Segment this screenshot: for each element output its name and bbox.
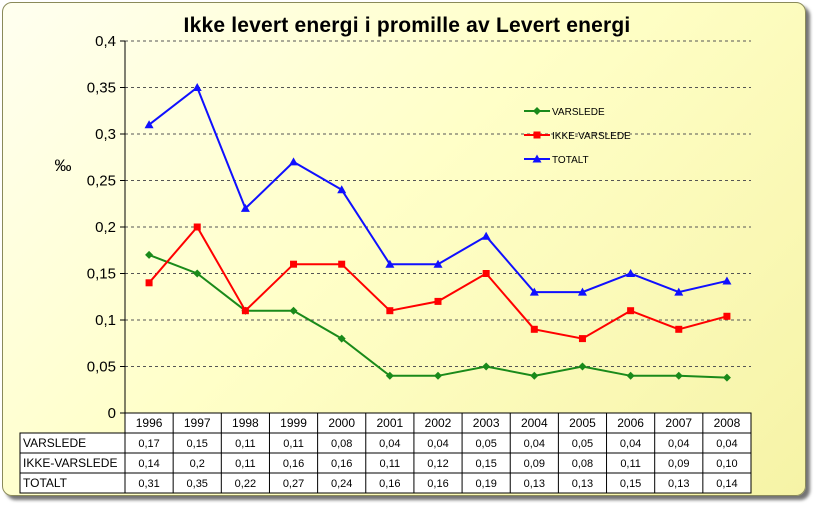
x-category-label: 2000 (328, 416, 356, 430)
table-cell: 0,15 (186, 438, 208, 450)
table-cell: 0,08 (571, 458, 594, 470)
data-point (530, 372, 538, 380)
table-cell: 0,17 (138, 438, 160, 450)
data-point (435, 298, 442, 305)
table-cell: 0,11 (283, 438, 304, 450)
x-category-label: 1996 (135, 416, 163, 430)
table-cell: 0,04 (668, 438, 690, 450)
table-cell: 0,05 (571, 438, 594, 450)
y-tick-label: 0 (107, 405, 116, 422)
x-category-label: 2007 (665, 416, 693, 430)
table-cell: 0,09 (523, 458, 546, 470)
data-point (722, 276, 731, 284)
table-cell: 0,09 (668, 458, 690, 470)
y-tick-label: 0,15 (86, 265, 116, 283)
table-cell: 0,16 (427, 478, 449, 490)
data-point (533, 107, 541, 115)
chart-title: Ikke levert energi i promille av Levert energi (183, 14, 631, 37)
table-cell: 0,13 (668, 478, 690, 490)
data-point (146, 279, 153, 286)
data-point (145, 251, 153, 259)
table-cell: 0,16 (330, 458, 353, 470)
table-cell: 0,31 (138, 478, 160, 490)
data-point (434, 372, 442, 380)
table-cell: 0,14 (716, 478, 738, 490)
data-point (627, 307, 634, 314)
table-cell: 0,16 (282, 458, 305, 470)
data-point (534, 132, 541, 139)
x-category-label: 2002 (424, 416, 452, 430)
table-cell: 0,35 (186, 478, 208, 490)
table-cell: 0,08 (330, 438, 353, 450)
y-tick-label: 0,2 (95, 219, 116, 236)
table-cell: 0,13 (523, 478, 546, 490)
data-point (675, 372, 683, 380)
table-cell: 0,16 (379, 478, 401, 490)
table-cell: 0,11 (235, 438, 256, 450)
y-tick-label: 0,25 (86, 172, 116, 190)
data-point (483, 270, 490, 277)
data-point (723, 374, 731, 382)
table-row-label: IKKE-VARSLEDE (23, 456, 118, 470)
table-cell: 0,11 (235, 458, 256, 470)
data-point (482, 363, 490, 371)
table-cell: 0,13 (571, 478, 594, 490)
series-line (149, 227, 727, 339)
data-point (531, 326, 538, 333)
x-category-label: 2004 (520, 416, 548, 430)
table-cell: 0,22 (234, 478, 257, 490)
data-point (338, 261, 345, 268)
y-tick-label: 0,35 (86, 79, 116, 97)
table-cell: 0,04 (427, 438, 449, 450)
table-cell: 0,19 (475, 478, 497, 490)
data-point (386, 307, 393, 314)
table-cell: 0,12 (427, 458, 449, 470)
x-category-label: 1998 (232, 416, 259, 430)
table-cell: 0,04 (379, 438, 401, 450)
x-category-label: 2003 (472, 416, 500, 430)
x-category-label: 1997 (183, 416, 211, 430)
table-cell: 0,04 (523, 438, 546, 450)
data-point (626, 269, 635, 277)
data-point (723, 313, 730, 320)
table-cell: 0,2 (189, 458, 205, 470)
table-cell: 0,11 (620, 458, 641, 470)
table-cell: 0,14 (138, 458, 160, 470)
y-tick-label: 0,3 (95, 126, 116, 143)
data-point (578, 363, 586, 371)
data-point (482, 232, 491, 240)
data-point (337, 185, 346, 193)
table-cell: 0,15 (619, 478, 642, 490)
y-tick-label: 0,1 (95, 312, 116, 329)
table-row-label: TOTALT (23, 476, 68, 490)
x-category-label: 2001 (376, 416, 404, 430)
table-cell: 0,10 (716, 458, 738, 470)
data-point (627, 372, 635, 380)
y-tick-label: 0,05 (86, 358, 116, 376)
table-cell: 0,15 (475, 458, 497, 470)
data-point (675, 326, 682, 333)
x-category-label: 1999 (280, 416, 307, 430)
data-point (290, 261, 297, 268)
data-point (290, 307, 298, 315)
data-point (242, 307, 249, 314)
table-cell: 0,27 (282, 478, 305, 490)
data-point (289, 157, 298, 165)
table-cell: 0,24 (330, 478, 353, 490)
table-row-label: VARSLEDE (23, 436, 87, 450)
table-cell: 0,04 (716, 438, 738, 450)
data-point (579, 335, 586, 342)
legend-label: VARSLEDE (552, 107, 605, 118)
x-category-label: 2005 (569, 416, 596, 430)
x-category-label: 2008 (713, 416, 741, 430)
x-category-label: 2006 (617, 416, 644, 430)
y-tick-label: 0,4 (95, 33, 116, 50)
table-cell: 0,05 (475, 438, 497, 450)
data-point (193, 83, 202, 91)
legend-label: IKKE-VARSLEDE (552, 131, 631, 142)
data-point (194, 224, 201, 231)
table-cell: 0,11 (379, 458, 401, 470)
table-cell: 0,04 (619, 438, 642, 450)
y-axis-label: ‰ (54, 156, 72, 175)
legend-label: TOTALT (552, 155, 589, 166)
